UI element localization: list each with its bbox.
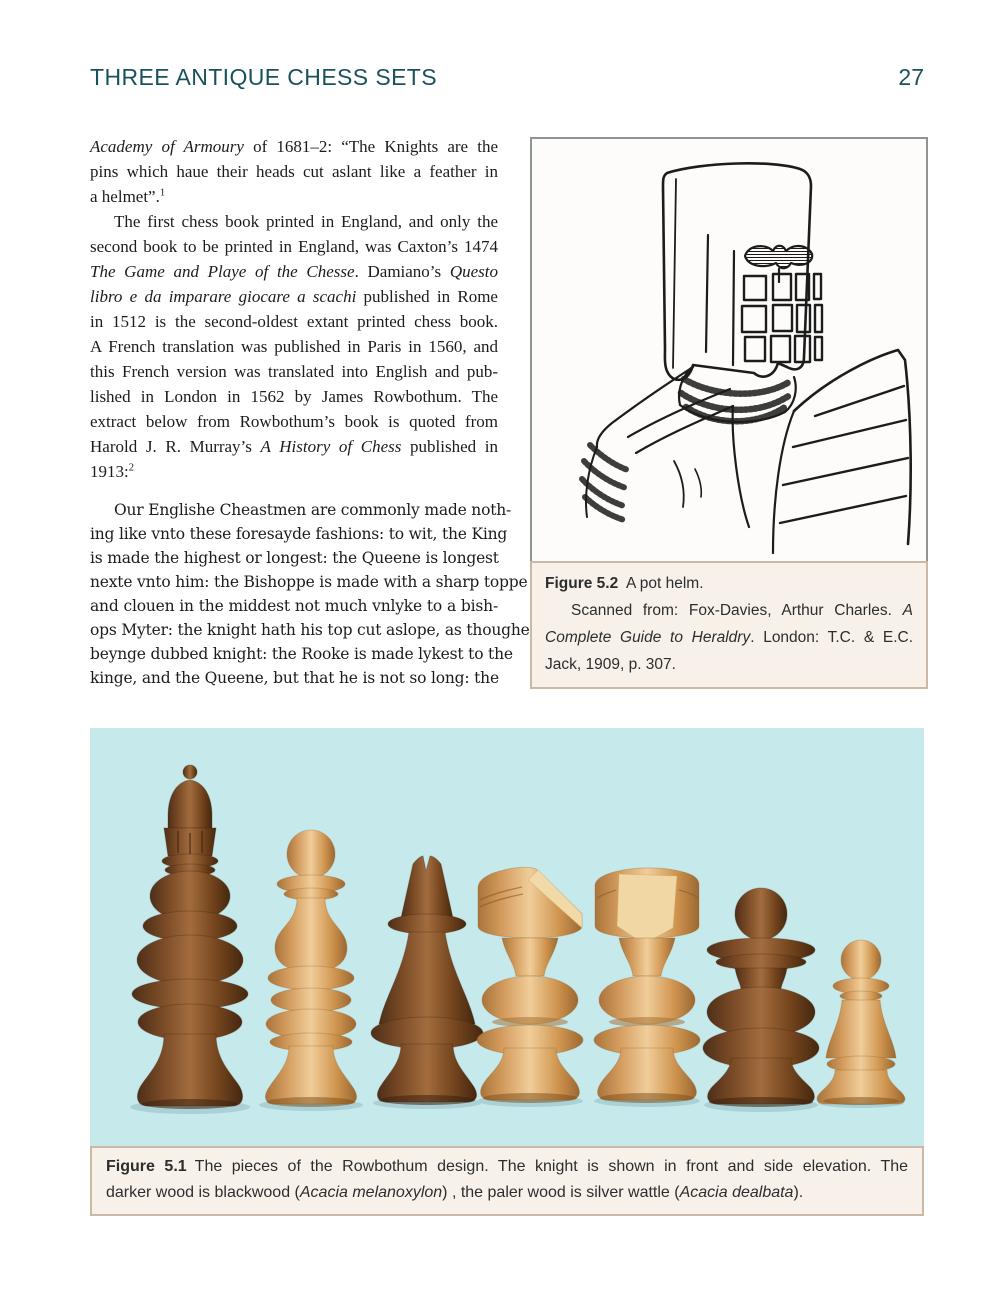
figure-5-1-caption [90,1146,924,1216]
bishop-piece [371,856,483,1105]
knight-front-piece [594,868,700,1103]
rook-piece [703,888,819,1107]
page-number: 27 [898,64,924,90]
text-line: ing like vnto these foresayde fashions: to wit, the King [90,525,508,543]
figure-5-2 [530,137,928,689]
text-line: A French translation was published in Paris in 1560, and [90,337,498,356]
text-line: The Game and Playe of the Chesse. Damiano’s Questo [90,262,499,281]
text-line: lished in London in 1562 by James Rowbothum. The [90,387,498,406]
figure-5-2-caption [530,561,928,689]
page-title: THREE ANTIQUE CHESS SETS [90,64,437,90]
rowbothum-extract-quote [90,498,530,690]
text-line: and clouen in the middest not much vnlyke to a bish- [90,597,498,615]
paragraph-chess-books [90,209,498,484]
chess-pieces-svg [90,728,924,1146]
queen-piece [265,830,356,1107]
caption-line: darker wood is blackwood (Acacia melanoxylon) , the paler wood is silver wattle (Acacia dealbata). [106,1184,804,1201]
text-line: this French version was translated into English and pub- [90,362,498,381]
text-line: Our Englishe Cheastmen are commonly made noth- [114,501,512,519]
text-line: libro e da imparare giocare a scachi published in Rome [90,287,498,306]
knight-side-piece [477,867,583,1103]
text-line: The first chess book printed in England, and only the [114,212,498,231]
text-line: second book to be printed in England, was Caxton’s 1474 [90,237,498,256]
text-line: Academy of Armoury of 1681–2: “The Knights are the [90,137,498,156]
text-line: pins which haue their heads cut aslant like a feather in [90,162,498,181]
caption-line: Complete Guide to Heraldry. London: T.C. & E.C. [545,629,913,646]
caption-line: Scanned from: Fox-Davies, Arthur Charles. A [571,602,913,619]
text-line: extract below from Rowbothum’s book is quoted from [90,412,498,431]
pawn-piece [817,940,905,1105]
pot-helm-illustration [530,137,928,563]
pot-helm-drawing-svg [532,139,926,561]
text-line: kinge, and the Queene, but that he is not so long: the [90,669,499,687]
text-line: ops Myter: the knight hath his top cut aslope, as thoughe [90,621,530,639]
text-line: nexte vnto him: the Bishoppe is made with a sharp toppe [90,573,528,591]
text-line: beynge dubbed knight: the Rooke is made lykest to the [90,645,513,663]
text-line: a helmet”.$^1$ [90,187,166,206]
paragraph-armoury-quote [90,134,498,209]
text-line: in 1512 is the second-oldest extant printed chess book. [90,312,498,331]
text-line: is made the highest or longest: the Queene is longest [90,549,499,567]
figure-5-1 [90,1146,924,1216]
king-piece [132,765,248,1109]
chess-pieces-photo [90,728,924,1146]
caption-line: Figure 5.2 A pot helm. [545,575,704,592]
body-text-column [90,134,530,690]
text-line: Harold J. R. Murray’s A History of Chess published in [90,437,498,456]
caption-line: Figure 5.1 The pieces of the Rowbothum design. The knight is shown in front and side elevation. The [106,1158,909,1175]
caption-line: Jack, 1909, p. 307. [545,656,676,673]
text-line: 1913:$^2$ [90,462,134,481]
